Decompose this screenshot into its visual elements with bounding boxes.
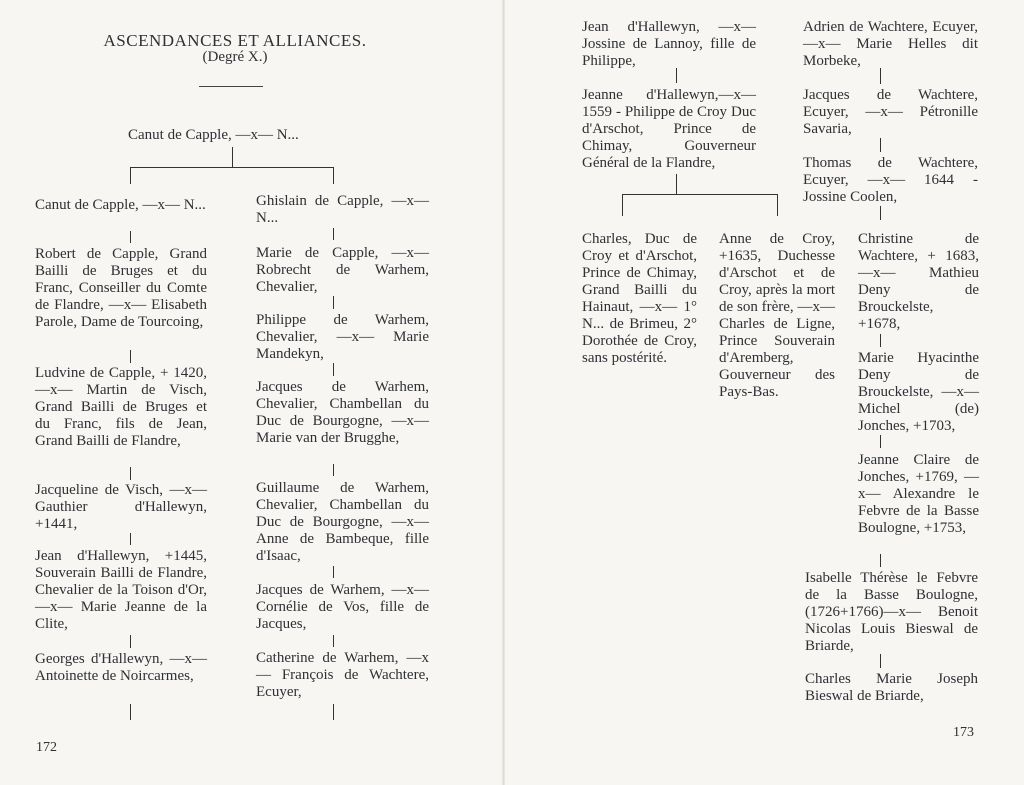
genealogy-entry: Thomas de Wachtere, Ecuyer, —x— 1644 - Jossine Coolen, [803, 155, 978, 205]
connector [880, 68, 881, 84]
connector [880, 334, 881, 347]
connector [130, 533, 131, 545]
genealogy-entry: Jacques de Warhem, —x— Cornélie de Vos, fille de Jacques, [256, 582, 429, 632]
genealogy-entry: Christine de Wachtere, + 1683, —x— Mathieu Deny de Brouckelste, +1678, [858, 231, 979, 332]
connector [130, 467, 131, 480]
connector [880, 554, 881, 567]
genealogy-entry: Jeanne d'Hallewyn,—x— 1559 - Philippe de Croy Duc d'Arschot, Prince de Chimay, Gouverneur Général de la Flandre, [582, 87, 756, 171]
genealogy-entry: Jacqueline de Visch, —x— Gauthier d'Hallewyn, +1441, [35, 482, 207, 532]
genealogy-entry: Jacques de Warhem, Chevalier, Chambellan du Duc de Bourgogne, —x— Marie van der Brugghe, [256, 379, 429, 446]
connector [333, 296, 334, 309]
connector [880, 206, 881, 220]
genealogy-entry: Catherine de Warhem, —x— François de Wachtere, Ecuyer, [256, 650, 429, 700]
left-page [0, 0, 505, 785]
connector [333, 464, 334, 476]
connector [880, 435, 881, 448]
connector [333, 704, 334, 720]
genealogy-entry: Ludvine de Capple, + 1420, —x— Martin de Visch, Grand Bailli de Bruges et du Franc, fils de Jean, Grand Bailli de Flandre, [35, 365, 207, 449]
connector [880, 654, 881, 668]
genealogy-entry: Guillaume de Warhem, Chevalier, Chambellan du Duc de Bourgogne, —x— Anne de Bambeque, fille d'Isaac, [256, 480, 429, 564]
connector [622, 194, 623, 216]
genealogy-entry: Philippe de Warhem, Chevalier, —x— Marie Mandekyn, [256, 312, 429, 362]
connector [130, 167, 131, 184]
right-page [505, 0, 1024, 785]
connector [333, 363, 334, 376]
connector [130, 231, 131, 243]
connector [333, 228, 334, 240]
connector [130, 704, 131, 720]
genealogy-entry: Marie de Capple, —x— Robrecht de Warhem, Chevalier, [256, 245, 429, 295]
page-title: ASCENDANCES ET ALLIANCES. [103, 31, 367, 50]
page-subtitle: (Degré X.) [202, 49, 268, 65]
genealogy-entry: Adrien de Wachtere, Ecuyer, —x— Marie Helles dit Morbeke, [803, 19, 978, 69]
connector [130, 635, 131, 648]
connector [880, 138, 881, 152]
connector [777, 194, 778, 216]
title-rule [199, 86, 263, 87]
genealogy-entry: Jeanne Claire de Jonches, +1769, —x— Alexandre le Febvre de la Basse Boulogne, +1753, [858, 452, 979, 536]
genealogy-entry: Jean d'Hallewyn, —x— Jossine de Lannoy, fille de Philippe, [582, 19, 756, 69]
genealogy-entry: Isabelle Thérèse le Febvre de la Basse Boulogne, (1726+1766)—x— Benoit Nicolas Louis Bieswal de Briarde, [805, 570, 978, 654]
page-number: 173 [953, 725, 974, 740]
page-number: 172 [36, 740, 57, 755]
genealogy-entry: Georges d'Hallewyn, —x— Antoinette de Noircarmes, [35, 651, 207, 684]
genealogy-entry: Ghislain de Capple, —x— N... [256, 193, 429, 226]
connector [333, 635, 334, 647]
branch-line [622, 194, 778, 195]
genealogy-entry: Canut de Capple, —x— N... [35, 197, 206, 213]
connector [676, 174, 677, 194]
genealogy-entry: Charles, Duc de Croy et d'Arschot, Prince de Chimay, Grand Bailli du Hainaut, —x— 1° N... de Brimeu, 2° Dorothée de Croy, sans postérité. [582, 231, 697, 366]
branch-line [130, 167, 334, 168]
genealogy-entry: Marie Hyacinthe Deny de Brouckelste, —x— Michel (de) Jonches, +1703, [858, 350, 979, 434]
connector [130, 350, 131, 363]
genealogy-entry: Robert de Capple, Grand Bailli de Bruges et du Franc, Conseiller du Comte de Flandre, —x— Elisabeth Parole, Dame de Tourcoing, [35, 246, 207, 330]
connector [333, 566, 334, 578]
connector [333, 167, 334, 184]
genealogy-entry: Jacques de Wachtere, Ecuyer, —x— Pétronille Savaria, [803, 87, 978, 137]
connector [676, 68, 677, 83]
genealogy-entry: Anne de Croy, +1635, Duchesse d'Arschot et de Croy, après la mort de son frère, —x— Charles de Ligne, Prince Souverain d'Aremberg, Gouverneur des Pays-Bas. [719, 231, 835, 400]
genealogy-entry: Charles Marie Joseph Bieswal de Briarde, [805, 671, 978, 704]
connector [232, 147, 233, 167]
genealogy-entry: Jean d'Hallewyn, +1445, Souverain Bailli de Flandre, Chevalier de la Toison d'Or, —x— Marie Jeanne de la Clite, [35, 548, 207, 632]
root-entry: Canut de Capple, —x— N... [128, 127, 299, 143]
